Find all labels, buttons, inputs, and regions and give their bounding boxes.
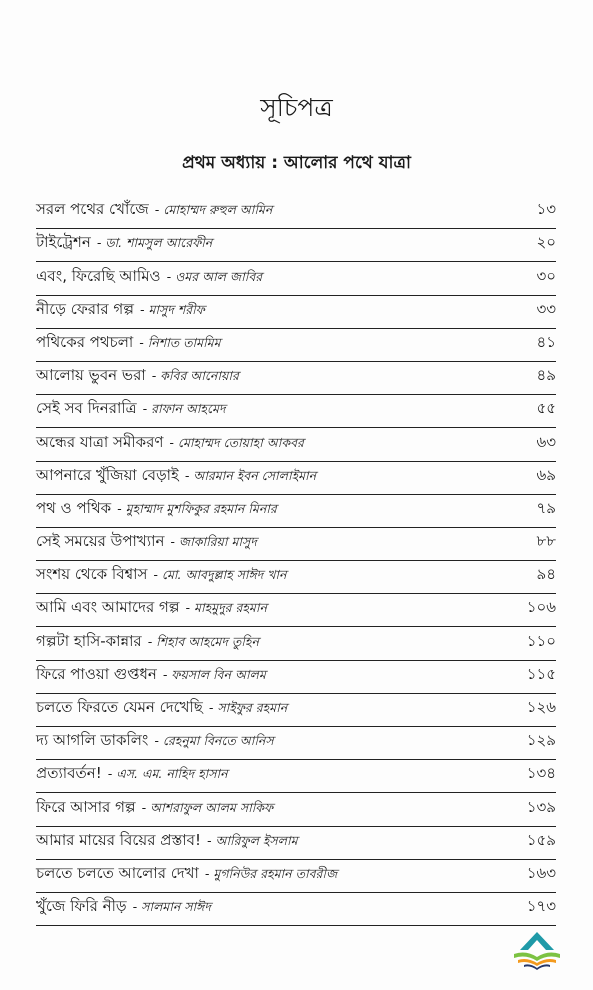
entry-page-number: ৬৯ — [536, 465, 556, 484]
toc-entry — [36, 627, 556, 660]
entry-page-number: ১৩৪ — [526, 764, 556, 783]
entry-page-number: ৯৪ — [536, 565, 556, 584]
toc-entry — [36, 196, 556, 229]
entry-title-line — [36, 464, 316, 489]
entry-title-line — [36, 829, 298, 854]
toc-entry — [36, 395, 556, 428]
entry-title-line — [36, 431, 304, 456]
entry-page-number: ১৬৩ — [526, 863, 556, 882]
entry-page-number: ১২৯ — [526, 731, 556, 750]
entry-author: - সাইফুর রহমান — [208, 700, 288, 715]
entry-title: দ্য আগলি ডাকলিং — [36, 731, 149, 750]
entry-page-number: ৭৯ — [536, 498, 556, 517]
entry-author: - ওমর আল জাবির — [166, 268, 263, 284]
entry-title: চলতে চলতে আলোর দেখা — [36, 863, 199, 882]
toc-entry — [36, 329, 556, 362]
entry-page-number: ৩০ — [536, 266, 556, 285]
entry-page-number: ২০ — [536, 233, 556, 252]
toc-entry — [36, 727, 556, 760]
entry-title-line — [36, 331, 221, 356]
toc-entry — [36, 229, 556, 262]
entry-title: ফিরে পাওয়া গুপ্তধন — [36, 664, 157, 683]
toc-entry — [36, 661, 556, 694]
entry-title: ফিরে আসার গল্প — [36, 797, 136, 816]
entry-title: সংশয় থেকে বিশ্বাস — [36, 565, 148, 584]
entry-author: - মাহমুদুর রহমান — [185, 600, 267, 616]
toc-entry — [36, 561, 556, 594]
entry-page-number: ১৩৯ — [526, 797, 556, 816]
entry-title: পথিকের পথচলা — [36, 332, 134, 351]
entry-page-number: ৮৮ — [536, 532, 556, 551]
table-of-contents — [36, 196, 556, 926]
entry-author: - সালমান সাঈদ — [132, 899, 211, 915]
entry-author: - ফয়সাল বিন আলম — [162, 666, 266, 682]
entry-title-line — [36, 663, 266, 688]
entry-author: - মো. আবদুল্লাহ সাঈদ খান — [153, 567, 287, 583]
entry-page-number: ৪১ — [536, 332, 556, 351]
entry-page-number: ১১০ — [526, 631, 556, 650]
entry-title: আমার মায়ের বিয়ের প্রস্তাব! — [36, 830, 201, 849]
entry-page-number: ৩৩ — [536, 299, 556, 318]
entry-page-number: ৪৯ — [536, 366, 556, 385]
entry-author: - নিশাত তামমিম — [139, 334, 221, 350]
entry-author: - কবির আনোয়ার — [151, 368, 239, 384]
entry-author: - আরিফুল ইসলাম — [206, 832, 298, 848]
entry-author: - মোহাম্মদ তোয়াহা আকবর — [169, 434, 304, 450]
entry-title: গল্পটা হাসি-কান্নার — [36, 631, 142, 650]
entry-title: প্রত্যাবর্তন! — [36, 764, 102, 783]
entry-author: - ডা. শামসুল আরেফীন — [96, 235, 213, 251]
toc-entry — [36, 296, 556, 329]
entry-page-number: ৬৩ — [536, 432, 556, 451]
toc-entry — [36, 893, 556, 926]
chapter-heading: প্রথম অধ্যায় : আলোর পথে যাত্রা — [182, 153, 411, 173]
entry-author: - রাফান আহমেদ — [142, 401, 226, 417]
entry-title-line — [36, 530, 257, 555]
entry-title-line — [36, 563, 287, 588]
entry-title: এবং, ফিরেছি আমিও — [36, 266, 161, 285]
entry-title-line — [36, 630, 259, 655]
entry-title-line — [36, 729, 274, 754]
entry-page-number: ১০৬ — [526, 598, 556, 617]
toc-entry — [36, 495, 556, 528]
entry-page-number: ১৫৯ — [526, 830, 556, 849]
entry-author: - শিহাব আহমেদ তুহিন — [147, 633, 259, 649]
toc-entry — [36, 827, 556, 860]
entry-page-number: ১২৬ — [526, 698, 556, 716]
entry-title: টাইট্রেশন — [36, 233, 91, 252]
toc-entry — [36, 362, 556, 395]
entry-title: আপনারে খুঁজিয়া বেড়াই — [36, 465, 179, 484]
toc-entry — [36, 262, 556, 295]
entry-author: - জাকারিয়া মাসুদ — [170, 534, 257, 550]
entry-title: সেই সময়ের উপাখ্যান — [36, 532, 165, 551]
entry-author: - মোহাম্মদ রুহুল আমিন — [154, 202, 273, 218]
entry-title: নীড়ে ফেরার গল্প — [36, 299, 134, 318]
entry-title: অন্ধের যাত্রা সমীকরণ — [36, 432, 164, 451]
entry-title: চলতে ফিরতে যেমন দেখেছি — [36, 698, 203, 716]
entry-author: - মাসুদ শরীফ — [139, 301, 205, 317]
entry-title-line — [36, 596, 267, 621]
entry-author: - আরমান ইবন সোলাইমান — [184, 467, 317, 483]
entry-author: - আশরাফুল আলম সাকিফ — [141, 799, 274, 815]
toc-entry — [36, 860, 556, 893]
publisher-logo-icon — [508, 930, 566, 972]
toc-entry — [36, 694, 556, 727]
toc-entry — [36, 760, 556, 793]
entry-author: - রেহনুমা বিনতে আনিস — [154, 733, 274, 749]
entry-page-number: ১৩ — [536, 200, 556, 219]
entry-title: আলোয় ভুবন ভরা — [36, 366, 146, 385]
entry-title-line — [36, 497, 277, 522]
entry-title-line — [36, 895, 211, 920]
page-title: সূচিপত্র — [260, 93, 333, 122]
entry-title-line — [36, 265, 262, 290]
entry-title-line — [36, 298, 205, 323]
entry-title: আমি এবং আমাদের গল্প — [36, 598, 180, 617]
entry-page-number: ১৭৩ — [526, 897, 556, 916]
entry-page-number: ১১৫ — [526, 664, 556, 683]
entry-title: সরল পথের খোঁজে — [36, 200, 149, 219]
entry-title-line — [36, 696, 287, 721]
entry-title-line — [36, 364, 239, 389]
entry-title: পথ ও পথিক — [36, 498, 112, 517]
entry-title-line — [36, 762, 228, 787]
entry-title-line — [36, 198, 272, 223]
entry-author: - মুহাম্মাদ মুশফিকুর রহমান মিনার — [117, 500, 277, 516]
entry-title-line — [36, 397, 226, 422]
entry-author: - এস. এম. নাহিদ হাসান — [107, 766, 228, 782]
toc-entry — [36, 594, 556, 627]
entry-author: - মুগনিউর রহমান তাবরীজ — [204, 865, 338, 881]
toc-entry — [36, 462, 556, 495]
toc-entry — [36, 793, 556, 826]
entry-page-number: ৫৫ — [536, 399, 556, 418]
toc-entry — [36, 428, 556, 461]
entry-title-line — [36, 862, 337, 887]
toc-entry — [36, 528, 556, 561]
entry-title: খুঁজে ফিরি নীড় — [36, 897, 127, 916]
entry-title: সেই সব দিনরাত্রি — [36, 399, 137, 418]
entry-title-line — [36, 796, 273, 821]
entry-title-line — [36, 231, 212, 256]
